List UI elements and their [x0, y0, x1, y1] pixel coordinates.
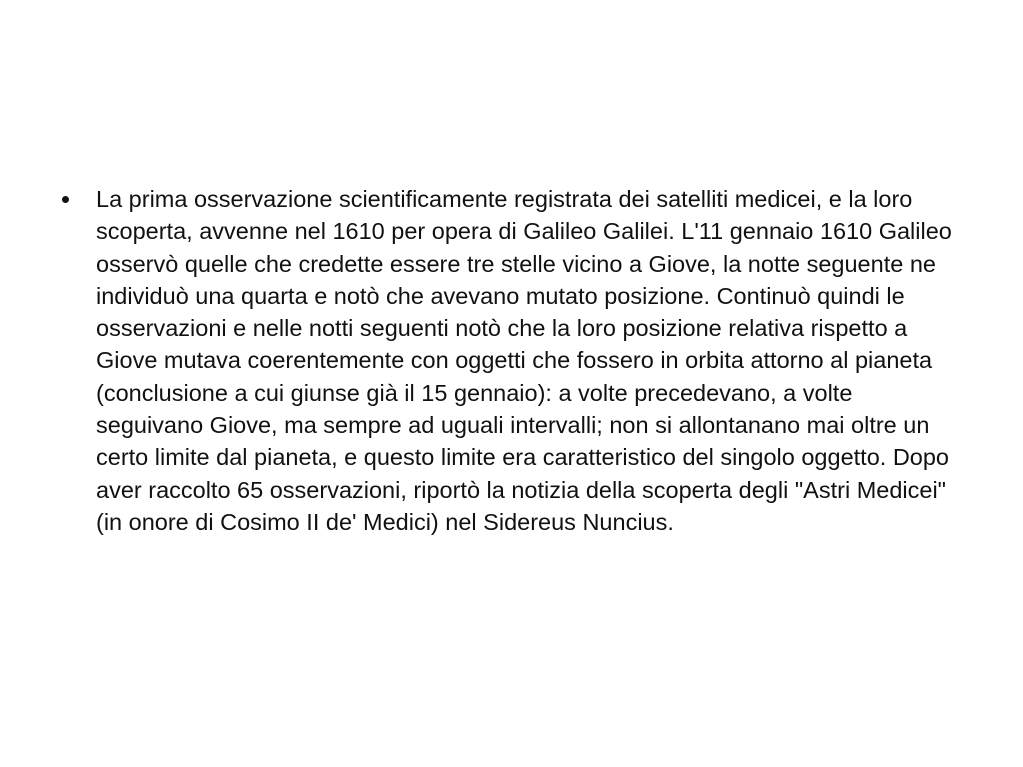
bullet-list	[60, 183, 960, 538]
bullet-dot-icon	[62, 196, 69, 203]
bullet-text: La prima osservazione scientificamente registrata dei satelliti medicei, e la loro scoperta, avvenne nel 1610 per opera di Galileo Galilei. L'11 gennaio 1610 Galileo osservò quelle che credette essere tre stelle vicino a Giove, la notte seguente ne individuò una quarta e notò che avevano mutato posizione. Continuò quindi le osservazioni e nelle notti seguenti notò che la loro posizione relativa rispetto a Giove mutava coerentemente con oggetti che fossero in orbita attorno al pianeta (conclusione a cui giunse già il 15 gennaio): a volte precedevano, a volte seguivano Giove, ma sempre ad uguali intervalli; non si allontanano mai oltre un certo limite dal pianeta, e questo limite era caratteristico del singolo oggetto. Dopo aver raccolto 65 osservazioni, riportò la notizia della scoperta degli "Astri Medicei" (in onore di Cosimo II de' Medici) nel Sidereus Nuncius.	[96, 186, 952, 535]
bullet-item	[60, 183, 960, 538]
